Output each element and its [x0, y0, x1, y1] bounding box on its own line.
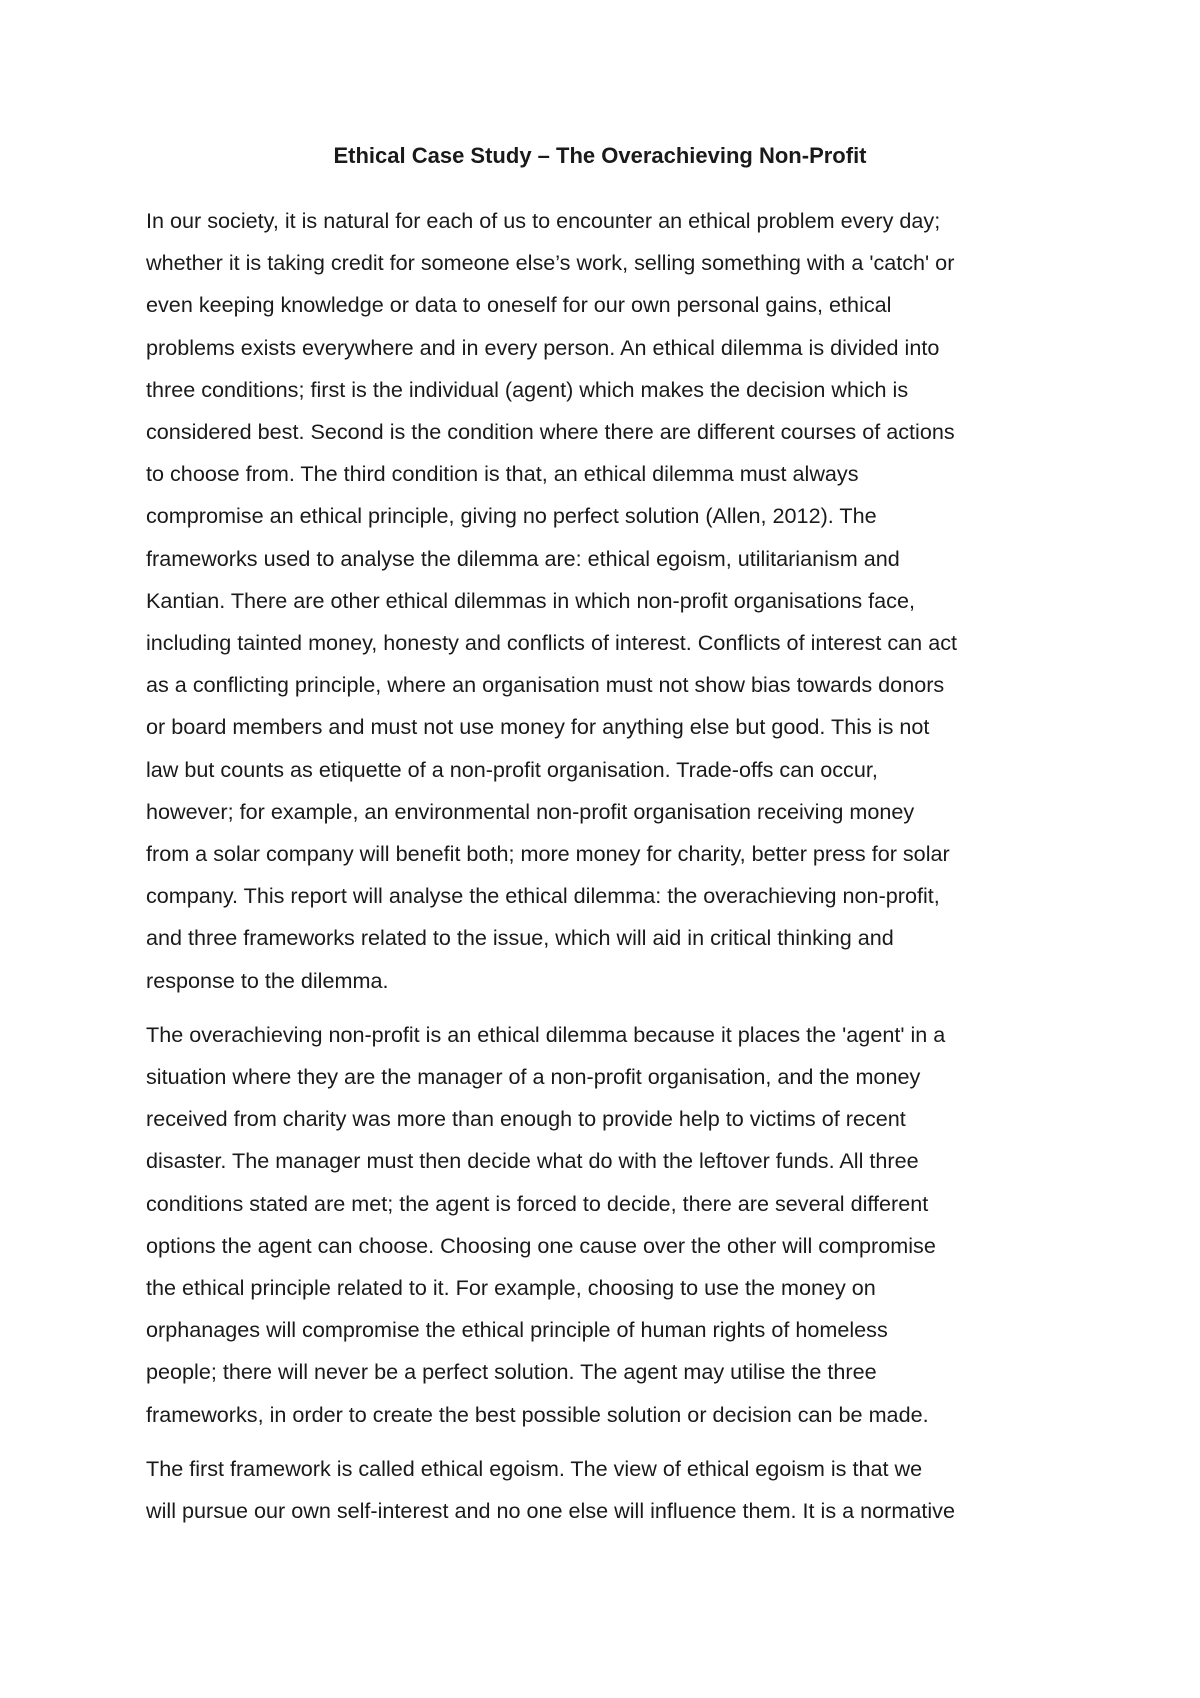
text-line: considered best. Second is the condition where there are different courses of actions [146, 419, 955, 445]
text-line: even keeping knowledge or data to oneself for our own personal gains, ethical [146, 292, 892, 318]
text-line: In our society, it is natural for each of us to encounter an ethical problem every day; [146, 208, 941, 233]
text-line: problems exists everywhere and in every person. An ethical dilemma is divided into [146, 334, 940, 360]
text-line: however; for example, an environmental non-profit organisation receiving money [146, 798, 915, 824]
text-line: conditions stated are met; the agent is forced to decide, there are several different [146, 1190, 929, 1216]
text-line: the ethical principle related to it. For example, choosing to use the money on [146, 1275, 876, 1301]
text-line: to choose from. The third condition is that, an ethical dilemma must always [146, 461, 859, 487]
text-line: The first framework is called ethical egoism. The view of ethical egoism is that we [146, 1455, 923, 1481]
text-line: frameworks used to analyse the dilemma are: ethical egoism, utilitarianism and [146, 545, 900, 571]
text-line: company. This report will analyse the ethical dilemma: the overachieving non-profit, [146, 883, 940, 909]
document-body [146, 200, 1076, 1544]
text-line: orphanages will compromise the ethical principle of human rights of homeless [146, 1317, 888, 1343]
text-line: options the agent can choose. Choosing one cause over the other will compromise [146, 1232, 936, 1258]
text-line: response to the dilemma. [146, 967, 389, 993]
text-line: whether it is taking credit for someone else’s work, selling something with a 'catch' or [146, 250, 955, 276]
text-line: from a solar company will benefit both; more money for charity, better press for solar [146, 841, 950, 867]
text-line: frameworks, in order to create the best possible solution or decision can be made. [146, 1401, 929, 1427]
document-title: Ethical Case Study – The Overachieving Non-Profit [333, 143, 867, 168]
text-line: received from charity was more than enough to provide help to victims of recent [146, 1106, 906, 1132]
text-line: compromise an ethical principle, giving no perfect solution (Allen, 2012). The [146, 503, 877, 529]
text-line: will pursue our own self-interest and no one else will influence them. It is a normative [146, 1498, 955, 1524]
text-line: including tainted money, honesty and conflicts of interest. Conflicts of interest can act [146, 630, 957, 656]
text-line: Kantian. There are other ethical dilemmas in which non-profit organisations face, [146, 587, 915, 613]
paragraph-dilemma [146, 1014, 1076, 1436]
text-line: three conditions; first is the individual (agent) which makes the decision which is [146, 376, 909, 402]
text-line: law but counts as etiquette of a non-profit organisation. Trade-offs can occur, [146, 756, 878, 782]
text-line: and three frameworks related to the issue, which will aid in critical thinking and [146, 925, 894, 951]
text-line: disaster. The manager must then decide what do with the leftover funds. All three [146, 1148, 919, 1174]
text-line: The overachieving non-profit is an ethical dilemma because it places the 'agent' in a [146, 1021, 946, 1047]
paragraph-ethical-egoism [146, 1448, 1076, 1532]
paragraph-introduction [146, 200, 1076, 1002]
text-line: people; there will never be a perfect solution. The agent may utilise the three [146, 1359, 877, 1385]
text-line: or board members and must not use money for anything else but good. This is not [146, 714, 930, 740]
text-line: as a conflicting principle, where an organisation must not show bias towards donors [146, 672, 945, 698]
text-line: situation where they are the manager of a non-profit organisation, and the money [146, 1064, 921, 1090]
